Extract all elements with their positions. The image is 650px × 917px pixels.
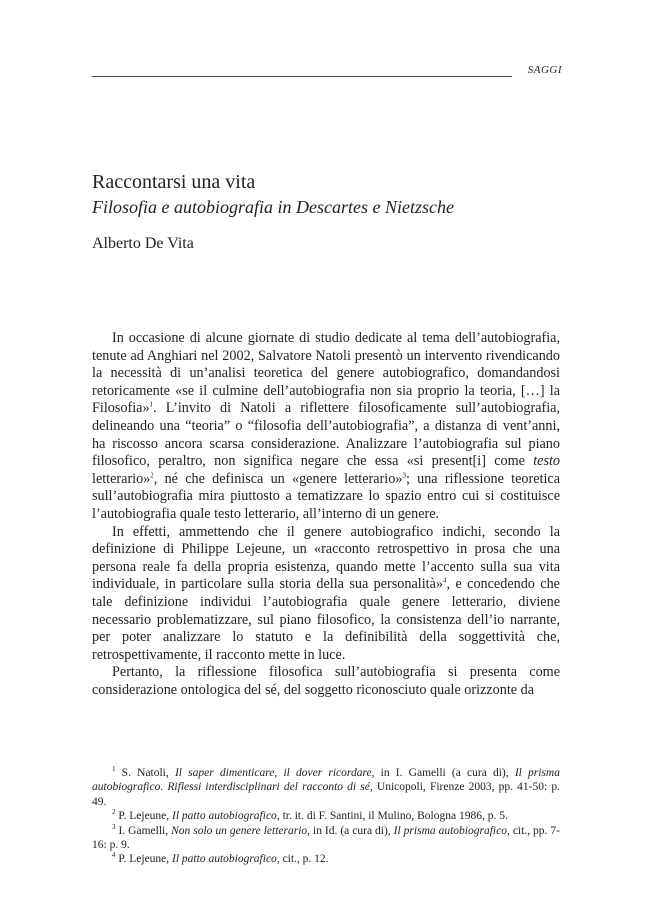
running-header xyxy=(92,64,562,78)
article-title: Raccontarsi una vita xyxy=(92,171,256,193)
footnote-number: 3 xyxy=(112,822,116,831)
footnote-number: 1 xyxy=(112,765,116,774)
article-subtitle: Filosofia e autobiografia in Descartes e Nietzsche xyxy=(92,197,454,217)
footnote-italic-text: Non solo un genere letterario xyxy=(171,824,308,837)
footnote-number: 2 xyxy=(112,808,116,817)
footnote-italic-text: Il patto autobiografico xyxy=(172,810,277,823)
text: . L’invito di Natoli a riflettere filosoficamente sull’autobiografia, delineando una “teoria” o “filosofia dell’autobiografia”, a distanza di vent’anni, ha riscosso ancora scarsa considerazione. Analizzare l’autobiografia sul piano filosofico, peraltro, non significa negare che essa «si present[i] come xyxy=(92,400,560,470)
text: In occasione di alcune giornate di studio dedicate al tema dell’autobiografia, tenute ad Anghiari nel 2002, Salvatore Natoli presentò un intervento rivendicando la necessità di un’analisi teoretica del genere autobiografico, domandandosi retoricamente «se il culmine dell’autobiografia non sia proprio la teoria, […] la Filosofia» xyxy=(92,330,560,417)
footnote-text: , Unicopoli, Firenze 2003, pp. 41-50: p. 49. xyxy=(92,781,560,808)
text: letterario» xyxy=(92,470,151,487)
footnote-italic-text: Il patto autobiografico xyxy=(172,853,277,866)
text: ; una riflessione teoretica sull’autobiografia mira piuttosto a tematizzare lo spazio entro cui si costituisce l’autobiografia quale testo letterario, all’interno di un genere. xyxy=(92,470,561,522)
author-name: Alberto De Vita xyxy=(92,235,194,252)
footnote-italic-text: Il prisma autobiografico xyxy=(393,824,507,837)
header-rule xyxy=(92,76,512,77)
footnote-text: , tr. it. di F. Santini, il Mulino, Bologna 1986, p. 5. xyxy=(276,810,508,823)
footnote-ref: 3 xyxy=(402,471,406,480)
text: Pertanto, la riflessione filosofica sull’autobiografia si presenta come considerazione ontologica del sé, del soggetto riconosciuto quale orizzonte da xyxy=(92,664,560,698)
footnote-text: I. Gamelli, xyxy=(115,824,172,837)
text: , e concedendo che tale definizione individui l’autobiografia quale genere letterario, diviene necessario problematizzare, sul piano filosofico, la consistenza dell’io narrante, per poter analizzare lo statuto e la definibilità della soggettività che, retrospettivamente, il racconto mette in luce. xyxy=(92,576,560,663)
footnote-text: , in Id. (a cura di), xyxy=(307,824,394,837)
footnote-ref: 1 xyxy=(149,400,154,409)
footnote-text: P. Lejeune, xyxy=(115,853,173,866)
footnote xyxy=(92,809,560,823)
paragraph-3 xyxy=(92,664,560,699)
footnote-italic-text: Il prisma autobiografico. Riflessi interdisciplinari del racconto di sé xyxy=(92,767,560,794)
paragraph-1 xyxy=(92,330,560,524)
footnote-italic-text: Il saper dimenticare, il dover ricordare xyxy=(174,767,372,779)
footnote-text: , in I. Gamelli (a cura di), xyxy=(371,767,515,779)
footnote xyxy=(92,766,560,809)
footnote-text: , cit., p. 12. xyxy=(276,853,329,866)
italic-text: testo xyxy=(533,453,560,470)
footnote-text: S. Natoli, xyxy=(115,767,175,779)
paragraph-2 xyxy=(92,524,560,665)
footnotes xyxy=(92,766,560,867)
footnote-number: 4 xyxy=(112,851,116,860)
footnote-text: P. Lejeune, xyxy=(115,810,173,823)
footnote-ref: 4 xyxy=(443,576,447,585)
text: , né che definisca un «genere letterario» xyxy=(153,470,403,487)
section-label: SAGGI xyxy=(527,64,562,76)
text: In effetti, ammettendo che il genere autobiografico indichi, secondo la definizione di Philippe Lejeune, un «racconto retrospettivo in prosa che una persona reale fa della propria esistenza, quando mette l’accento sulla sua vita individuale, in particolare sulla storia della sua personalità» xyxy=(92,523,560,593)
footnote xyxy=(92,852,560,866)
footnote xyxy=(92,824,560,853)
footnote-ref: 2 xyxy=(150,471,154,480)
footnote-text: , cit., pp. 7-16: p. 9. xyxy=(92,824,560,852)
article-body xyxy=(92,330,560,699)
